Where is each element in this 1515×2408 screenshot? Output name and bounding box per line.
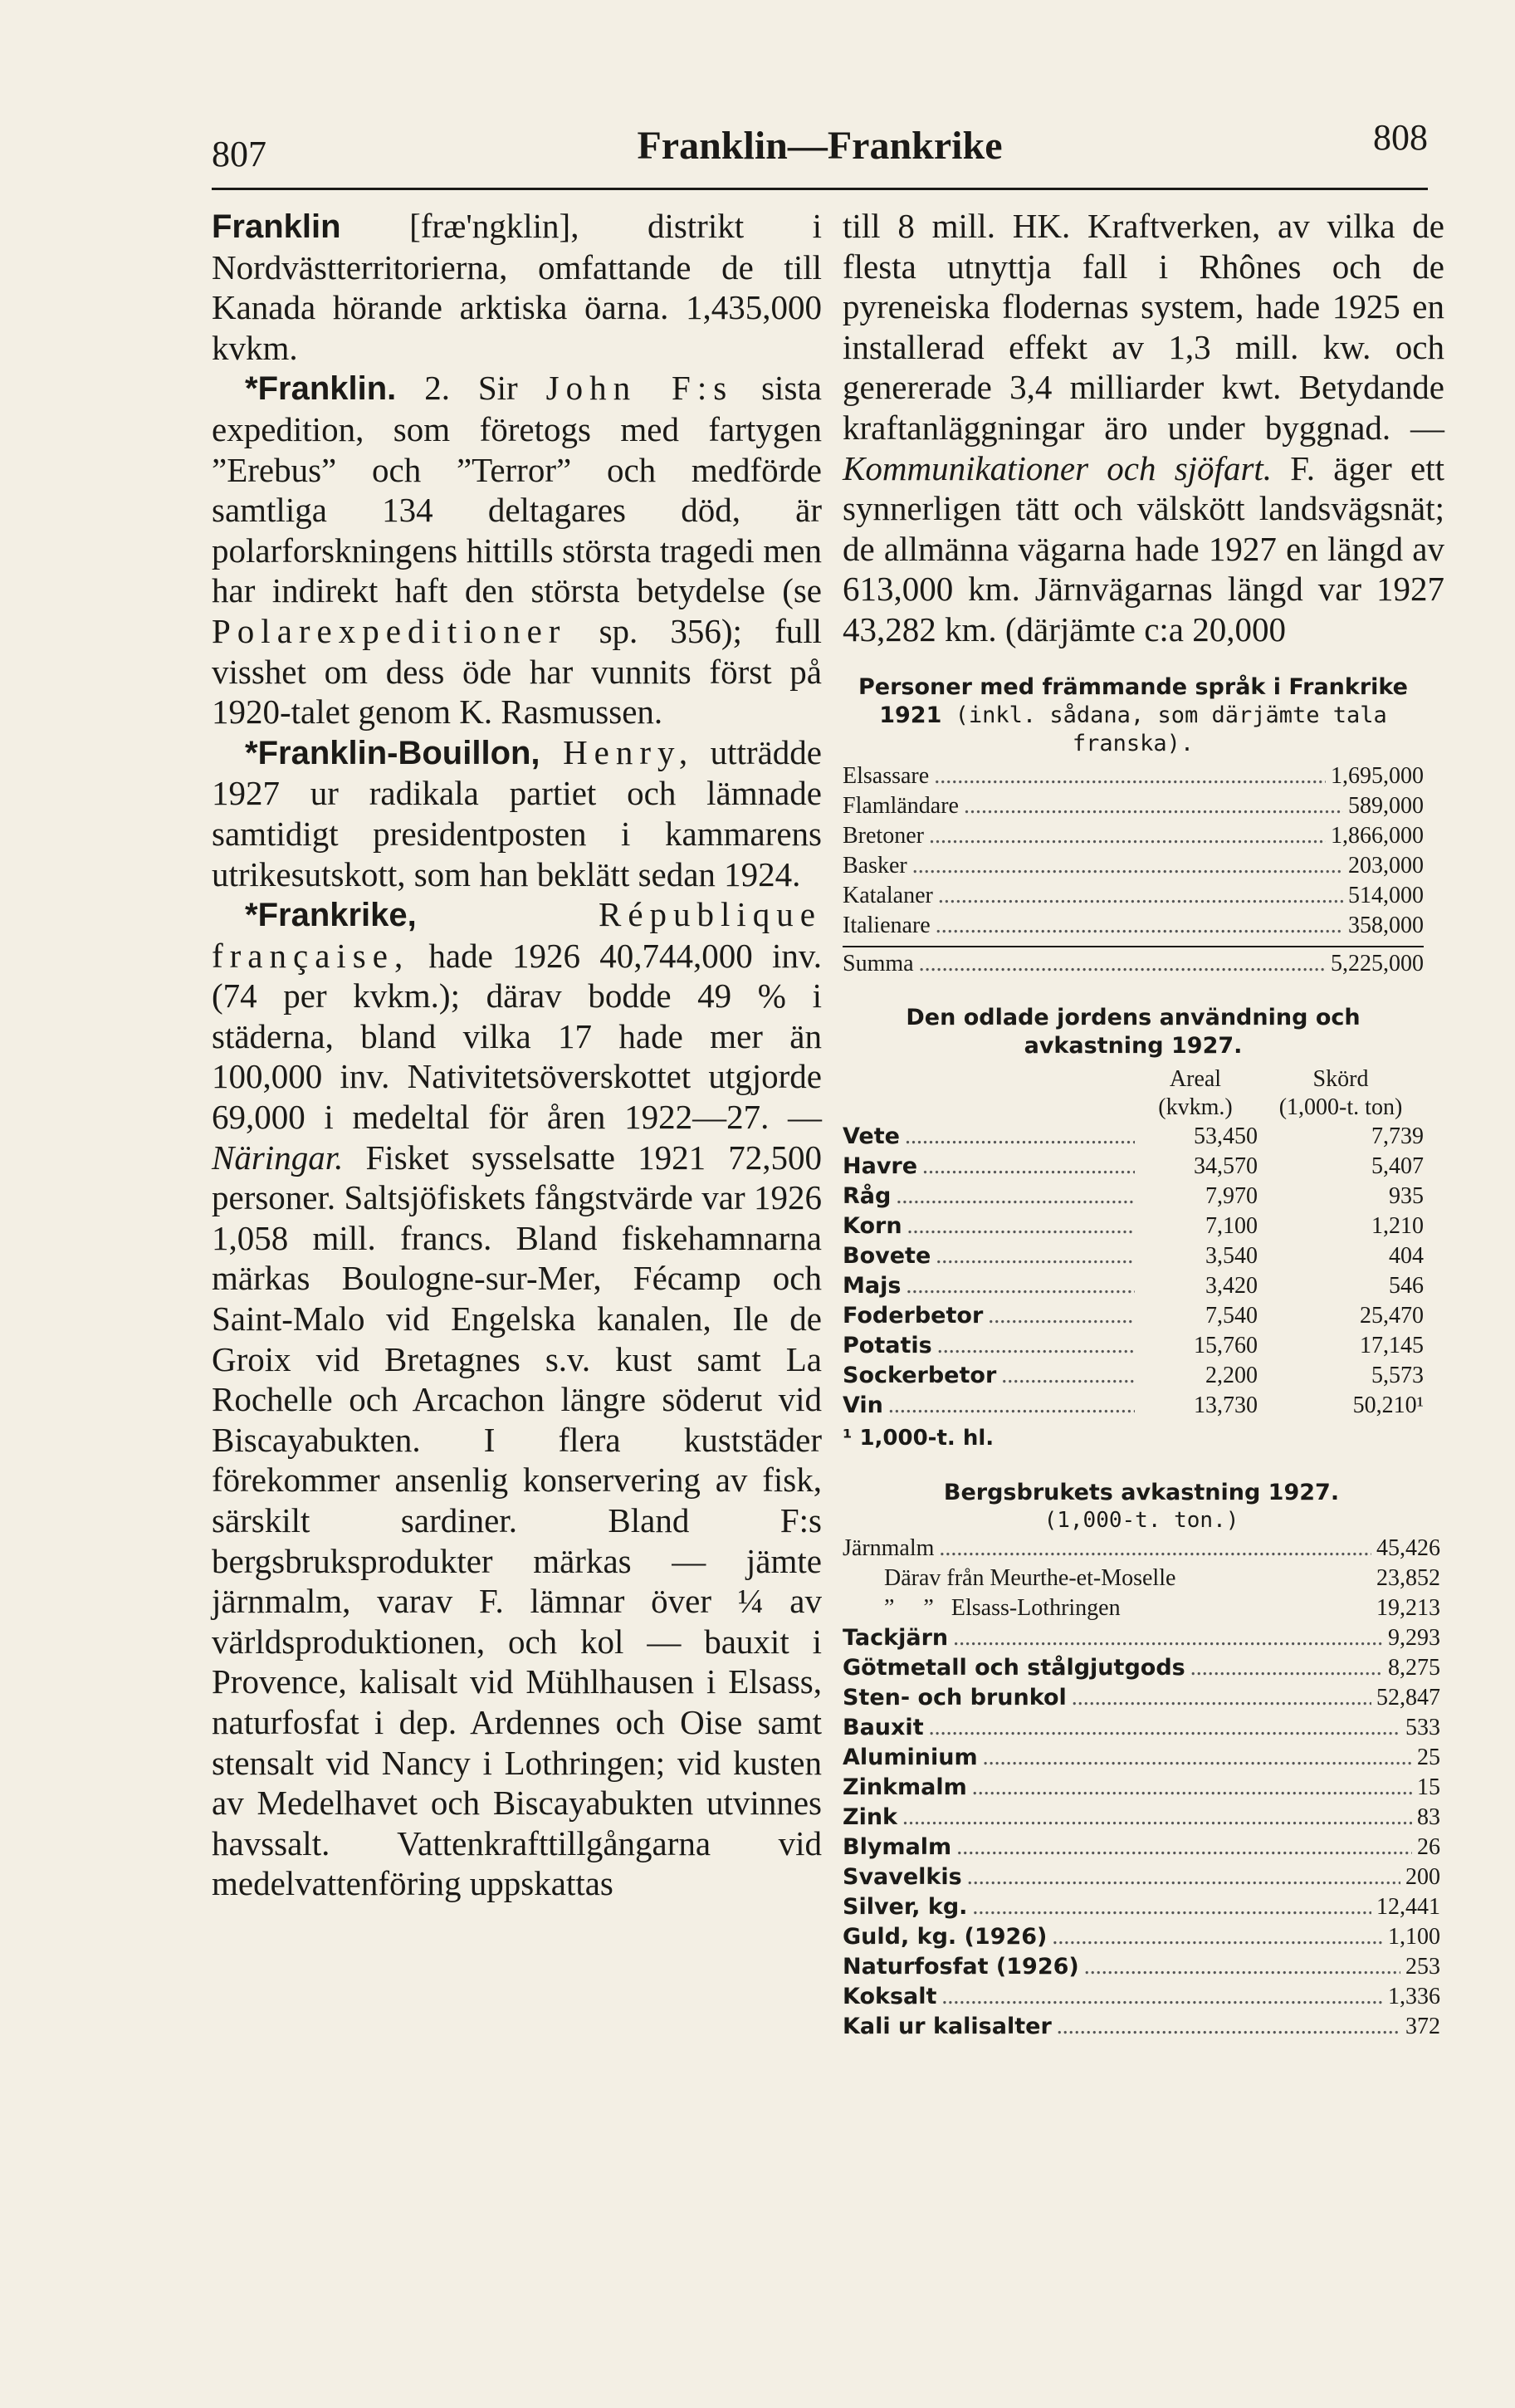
- entry-text: 2. Sir: [396, 369, 546, 408]
- table-row: Basker ..... 203,000: [843, 851, 1424, 881]
- headword: *Frankrike,: [245, 897, 417, 934]
- entry-franklin-district: [212, 206, 822, 368]
- table-header: Areal Skörd: [1169, 1065, 1369, 1092]
- table-row: Råg ..... 7,970 935: [843, 1182, 1424, 1211]
- table-row: Foderbetor ..... 7,540 25,470: [843, 1301, 1424, 1331]
- table-row: Blymalm ..... 26: [843, 1833, 1440, 1862]
- table-caption: Bergsbrukets avkastning 1927.: [943, 1479, 1340, 1505]
- table-row: Vin ..... 13,730 50,210¹: [843, 1391, 1424, 1421]
- spaced-name: République française,: [212, 895, 822, 975]
- table-row: Aluminium ..... 25: [843, 1743, 1440, 1773]
- entry-text: F. äger ett synnerligen tätt och välskött landsvägsnät; de allmänna vägarna hade 1927 en längd av 613,000 km. Järnvägarnas längd var 1927 43,282 km. (därjämte c:a 20,000: [843, 448, 1444, 648]
- entry-frankrike: [212, 894, 822, 1904]
- spaced-name: John F:s: [545, 369, 734, 408]
- entry-text: Fisket sysselsatte 1921 72,500 personer. Saltsjöfiskets fångstvärde var 1926 1,058 mill. francs. Bland fiskehamnarna märkas Boulogne-sur-Mer, Fécamp och Saint-Malo vid Engelska kanalen, Ile de Groix vid Bretagnes s.v. kust samt La Rochelle och Arcachon längre söderut vid Biscayabukten. I flera kuststäder förekommer ansenlig konservering av fisk, särskilt sardiner. Bland F:s bergsbruksprodukter märkas — jämte järnmalm, varav F. lämnar över ¼ av världsproduktionen, och kol — bauxit i Provence, kalisalt vid Mühlhausen i Elsass, naturfosfat i dep. Ardennes och Oise samt stensalt vid Nancy i Lothringen; vid kusten av Medelhavet och Biscayabukten utvinnes havssalt. Vattenkrafttillgångarna vid medelvattenföring uppskattas: [212, 1138, 822, 1903]
- running-title: Franklin—Frankrike: [637, 124, 1003, 168]
- entry-text: sp. 356); full visshet om dess öde har vunnits först på 1920-talet genom K. Rasmussen.: [212, 611, 822, 732]
- table-row: Silver, kg. ..... 12,441: [843, 1892, 1440, 1922]
- cross-reference: Polarexpeditioner: [212, 611, 567, 650]
- table-row: Sockerbetor ..... 2,200 5,573: [843, 1361, 1424, 1391]
- left-column: [212, 206, 822, 1904]
- table-mining: [843, 1479, 1440, 2042]
- table-row: Naturfosfat (1926) ..... 253: [843, 1952, 1440, 1982]
- table-row: Därav från Meurthe-et-Moselle 23,852: [884, 1564, 1440, 1591]
- table-row: Kali ur kalisalter ..... 372: [843, 2012, 1440, 2042]
- entry-franklin-john: [212, 368, 822, 732]
- table-subcaption: (1,000-t. ton.): [1043, 1507, 1239, 1533]
- table-sum-row: Summa ..... 5,225,000: [843, 949, 1424, 979]
- table-row: Elsassare ..... 1,695,000: [843, 761, 1424, 791]
- section-heading: Näringar.: [212, 1138, 344, 1177]
- table-row: Bovete ..... 3,540 404: [843, 1241, 1424, 1271]
- table-row: Flamländare ..... 589,000: [843, 791, 1424, 821]
- section-heading: Kommunikationer och sjöfart.: [843, 448, 1273, 487]
- table-row: Sten- och brunkol ..... 52,847: [843, 1683, 1440, 1713]
- table-row: Bauxit ..... 533: [843, 1713, 1440, 1743]
- table-row: Vete ..... 53,450 7,739: [843, 1122, 1424, 1152]
- entry-franklin-bouillon: [212, 732, 822, 894]
- table-row: ” ” Elsass-Lothringen 19,213: [884, 1594, 1440, 1621]
- table-caption: Den odlade jordens användning och avkastning 1927.: [906, 1004, 1361, 1059]
- table-row: Götmetall och stålgjutgods ..... 8,275: [843, 1653, 1440, 1683]
- table-row: Koksalt ..... 1,336: [843, 1982, 1440, 2012]
- table-row: Zinkmalm ..... 15: [843, 1773, 1440, 1803]
- entry-text: sista expedition, som företogs med fartygen ”Erebus” och ”Terror” och medförde samtliga 134 deltagares död, är polarforskningens hittills största tragedi men har indirekt haft den största betydelse (se: [212, 369, 822, 610]
- table-row: Katalaner ..... 514,000: [843, 881, 1424, 911]
- header-rule: [212, 188, 1428, 190]
- table-row: Järnmalm ..... 45,426: [843, 1534, 1440, 1564]
- table-row: Italienare ..... 358,000: [843, 911, 1424, 941]
- entry-text: hade 1926 40,744,000 inv. (74 per kvkm.); därav bodde 49 % i städerna, bland vilka 17 hade mer än 100,000 inv. Nativitetsöverskottet utgjorde 69,000 i medeltal för åren 1922—27. —: [212, 936, 822, 1137]
- page-header: [212, 116, 1428, 183]
- table-row: Svavelkis ..... 200: [843, 1862, 1440, 1892]
- table-row: Tackjärn ..... 9,293: [843, 1623, 1440, 1653]
- sum-rule: [843, 946, 1424, 947]
- table-header-units: (kvkm.) (1,000-t. ton): [1158, 1094, 1403, 1120]
- entry-text: till 8 mill. HK. Kraftverken, av vilka de flesta utnyttja fall i Rhônes och de pyreneiska flodernas system, hade 1925 en installerad effekt av 1,3 mill. kw. och genererade 3,4 milliarder kwt. Betydande kraftanläggningar äro under byggnad. —: [843, 207, 1444, 447]
- spaced-name: Henry,: [540, 732, 695, 771]
- page-number-right: 808: [1373, 117, 1428, 158]
- table-row: Korn ..... 7,100 1,210: [843, 1211, 1424, 1241]
- headword: *Franklin-Bouillon,: [245, 734, 540, 771]
- table-row: Potatis ..... 15,760 17,145: [843, 1331, 1424, 1361]
- table-caption: Personer med främmande språk i Frankrike 1921 (inkl. sådana, som därjämte tala franska).: [858, 673, 1408, 756]
- headword: Franklin: [212, 208, 341, 245]
- table-footnote: ¹ 1,000-t. hl.: [843, 1425, 995, 1451]
- page-number-left: 807: [212, 134, 266, 174]
- entry-text: [fræ'ngklin], distrikt i Nordvästterritorierna, omfattande de till Kanada hörande arktiska öarna. 1,435,000 kvkm.: [212, 207, 822, 367]
- table-row: Guld, kg. (1926) ..... 1,100: [843, 1922, 1440, 1952]
- table-row: Majs ..... 3,420 546: [843, 1271, 1424, 1301]
- table-row: Zink ..... 83: [843, 1803, 1440, 1833]
- headword: *Franklin.: [245, 370, 397, 408]
- continued-text: [843, 206, 1444, 650]
- right-column: [843, 206, 1444, 2042]
- table-row: Havre ..... 34,570 5,407: [843, 1152, 1424, 1182]
- entry-text: utträdde 1927 ur radikala partiet och lämnade samtidigt presidentposten i kammarens utrikesutskott, som han beklätt sedan 1924.: [212, 732, 822, 893]
- table-agriculture: [843, 1004, 1424, 1451]
- table-row: Bretoner ..... 1,866,000: [843, 821, 1424, 851]
- table-languages: [843, 673, 1424, 979]
